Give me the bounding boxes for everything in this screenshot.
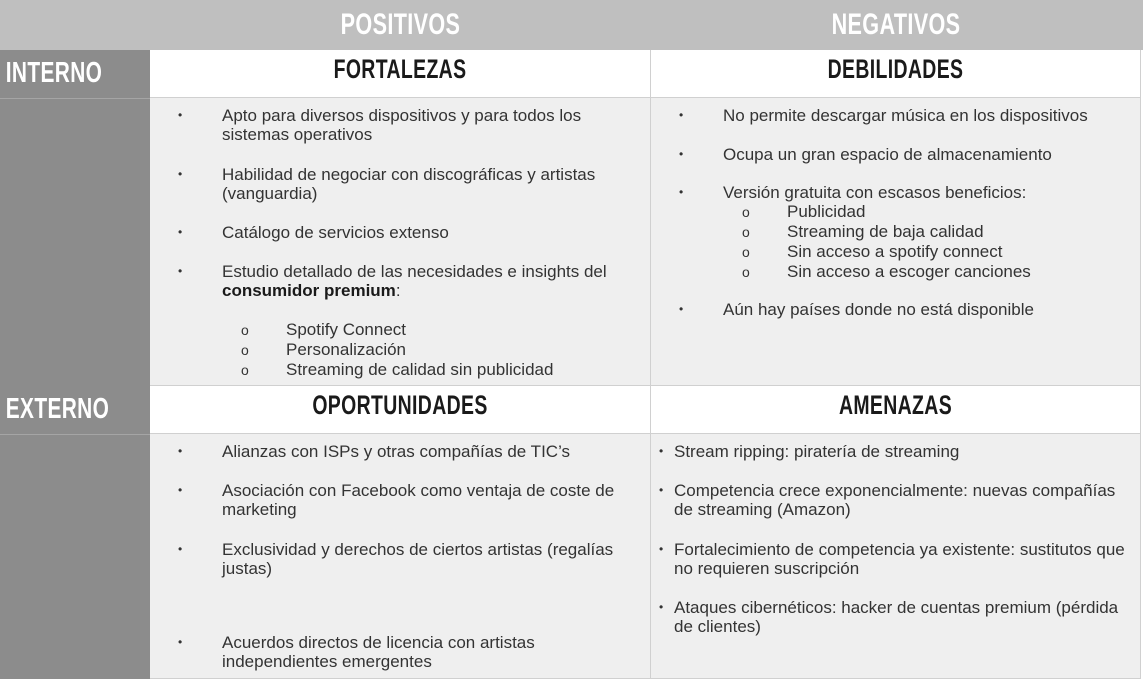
interno-header [0,50,150,98]
amenazas-item-1: Stream ripping: piratería de streaming [674,442,960,461]
bullet-icon: • [178,225,183,239]
fortalezas-header [150,50,651,98]
oportunidades-item-4: Acuerdos directos de licencia con artistas independientes emergentes [222,633,535,671]
list-item [178,540,644,578]
bullet-icon: • [659,483,664,497]
fortalezas-item-4-bold: consumidor premium [222,281,396,300]
bullet-icon: • [659,542,664,556]
debilidades-body [651,98,1141,386]
bullet-icon: • [659,600,664,614]
oportunidades-item-3: Exclusividad y derechos de ciertos artistas (regalías justas) [222,540,614,578]
fortalezas-sublist [241,320,554,380]
oportunidades-item-2: Asociación con Facebook como ventaja de coste de marketing [222,481,615,519]
oportunidades-item-1: Alianzas con ISPs y otras compañías de TIC’s [222,442,571,461]
amenazas-item-2: Competencia crece exponencialmente: nuevas compañías de streaming (Amazon) [674,481,1116,519]
externo-side-block [0,434,150,679]
bullet-icon: • [178,483,183,497]
sub-bullet-icon: o [241,342,249,358]
list-item [659,481,1134,519]
positivos-label: POSITIVOS [340,8,461,41]
fortalezas-item-1: Apto para diversos dispositivos y para todos los sistemas operativos [222,106,582,144]
oportunidades-header [150,386,651,434]
bullet-icon: • [178,635,183,649]
fortalezas-item-4-text: Estudio detallado de las necesidades e insights del [222,262,607,281]
debilidades-item-3: Versión gratuita con escasos beneficios: [723,183,1027,202]
amenazas-item-4: Ataques cibernéticos: hacker de cuentas premium (pérdida de clientes) [674,598,1119,636]
amenazas-body [651,434,1141,679]
sub-bullet-icon: o [742,264,750,280]
sub-bullet-icon: o [742,224,750,240]
negativos-label: NEGATIVOS [831,8,961,41]
debilidades-item-4: Aún hay países donde no está disponible [723,300,1034,319]
sub-list-item: o Streaming de calidad sin publicidad [241,360,554,379]
sub-list-item: o Spotify Connect [241,320,407,339]
positivos-header [150,0,651,50]
list-item [679,106,1133,125]
bullet-icon: • [178,108,183,122]
amenazas-title: AMENAZAS [838,390,953,420]
externo-header [0,386,150,434]
sub-bullet-icon: o [241,322,249,338]
list-item [178,442,644,461]
bullet-icon: • [178,542,183,556]
bullet-icon: • [679,302,684,316]
bullet-icon: • [178,264,183,278]
negativos-header [651,0,1141,50]
list-item [178,262,644,300]
list-item [659,540,1134,578]
sub-list-item: o Publicidad [742,202,866,221]
amenazas-item-3: Fortalecimiento de competencia ya existente: sustitutos que no requieren suscripción [674,540,1125,578]
fortalezas-body [150,98,651,386]
oportunidades-title: OPORTUNIDADES [312,390,488,420]
list-item [679,300,1133,319]
sub-list-item: o Sin acceso a escoger canciones [742,262,1031,281]
debilidades-title: DEBILIDADES [827,54,964,84]
list-item [178,223,642,242]
sub-bullet-icon: o [241,362,249,378]
fortalezas-item-2: Habilidad de negociar con discográficas y artistas (vanguardia) [222,165,596,203]
sub-bullet-icon: o [742,244,750,260]
bullet-icon: • [679,108,684,122]
sub-list-item: o Streaming de baja calidad [742,222,984,241]
debilidades-sublist [742,202,1031,282]
list-item [178,633,644,671]
list-item [659,598,1134,636]
fortalezas-title: FORTALEZAS [333,54,467,84]
interno-side-block [0,98,150,386]
bullet-icon: • [659,444,664,458]
oportunidades-body [150,434,651,679]
externo-label: EXTERNO [5,393,110,425]
list-item [178,481,644,519]
bullet-icon: • [679,147,684,161]
list-item [679,183,1133,202]
list-item [659,442,1134,461]
sub-bullet-icon: o [742,204,750,220]
list-item [679,145,1133,164]
fortalezas-item-4-suffix: : [395,281,401,300]
debilidades-item-1: No permite descargar música en los dispositivos [723,106,1088,125]
debilidades-header [651,50,1141,98]
list-item [178,106,642,144]
bullet-icon: • [178,444,183,458]
fortalezas-item-3: Catálogo de servicios extenso [222,223,449,242]
amenazas-header [651,386,1141,434]
bullet-icon: • [178,167,183,181]
sub-list-item: o Sin acceso a spotify connect [742,242,1003,261]
list-item [178,165,642,203]
interno-label: INTERNO [5,57,103,89]
bullet-icon: • [679,185,684,199]
sub-list-item: o Personalización [241,340,407,359]
debilidades-item-2: Ocupa un gran espacio de almacenamiento [723,145,1052,164]
